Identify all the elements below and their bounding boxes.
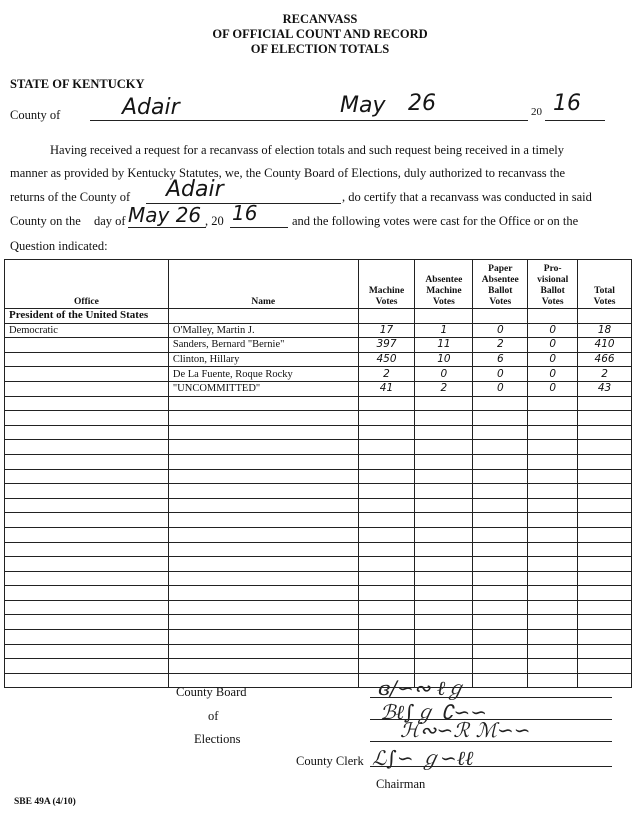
para-line-4c: , 20 (205, 214, 224, 228)
county-handwritten: Adair (122, 95, 180, 120)
vote-absentee: 0 (415, 367, 473, 382)
para-line-3a: returns of the County of (10, 190, 131, 204)
year-handwritten: 16 (553, 91, 581, 116)
vote-absentee: 2 (415, 381, 473, 396)
board-label-1: County Board (176, 685, 247, 699)
vote-total: 466 (578, 352, 632, 367)
signature-2: ℬℓ∫ℊ ∁∽∽ (380, 700, 488, 724)
doc-title-line2: OF OFFICIAL COUNT AND RECORD (212, 27, 428, 41)
vote-provisional: 0 (528, 323, 578, 338)
col-header-total: Total Votes (578, 260, 632, 309)
signature-3: ℋ∾∽ℛ ℳ∽∽ (400, 718, 531, 742)
race-title: President of the United States (5, 309, 169, 324)
state-label: STATE OF KENTUCKY (10, 77, 145, 91)
para-line-5: Question indicated: (10, 239, 108, 253)
table-row (5, 498, 632, 513)
county-clerk-label: County Clerk (296, 754, 364, 768)
table-row (5, 381, 632, 396)
table-row (5, 454, 632, 469)
table-row (5, 323, 632, 338)
table-row (5, 513, 632, 528)
col-header-absentee: Absentee Machine Votes (415, 260, 473, 309)
vote-machine: 41 (358, 381, 415, 396)
doc-title-line1: RECANVASS (282, 12, 358, 26)
vote-machine: 2 (358, 367, 415, 382)
table-row (5, 600, 632, 615)
vote-total: 2 (578, 367, 632, 382)
vote-paper: 0 (473, 381, 528, 396)
vote-machine: 397 (358, 338, 415, 353)
year-prefix: 20 (531, 106, 542, 118)
para-line-4b: day of (94, 214, 126, 228)
col-header-provisional: Pro- visional Ballot Votes (528, 260, 578, 309)
para-line-4d: and the following votes were cast for the Office or on the (292, 214, 579, 228)
table-row (5, 557, 632, 572)
para-date-handwritten: May 26 (128, 203, 202, 227)
table-row (5, 338, 632, 353)
candidate-name: Clinton, Hillary (168, 352, 358, 367)
table-row (5, 367, 632, 382)
vote-total: 410 (578, 338, 632, 353)
vote-paper: 0 (473, 323, 528, 338)
vote-machine: 450 (358, 352, 415, 367)
vote-machine: 17 (358, 323, 415, 338)
table-row (5, 527, 632, 542)
table-row (5, 571, 632, 586)
candidate-name: "UNCOMMITTED" (168, 381, 358, 396)
vote-paper: 0 (473, 367, 528, 382)
candidate-name: O'Malley, Martin J. (168, 323, 358, 338)
table-row (5, 411, 632, 426)
candidate-name: De La Fuente, Roque Rocky (168, 367, 358, 382)
para-line-3b: , do certify that a recanvass was conducted in said (342, 190, 592, 204)
county-label: County of (10, 108, 61, 122)
vote-absentee: 10 (415, 352, 473, 367)
board-label-3: Elections (194, 732, 241, 746)
para-line-4a: County on the (10, 214, 81, 228)
vote-paper: 2 (473, 338, 528, 353)
para-line-1: Having received a request for a recanvass of election totals and such request being received in a timely (50, 143, 565, 157)
form-id: SBE 49A (4/10) (14, 797, 76, 807)
table-row (5, 659, 632, 674)
table-row (5, 630, 632, 645)
para-line-2: manner as provided by Kentucky Statutes, we, the County Board of Elections, duly authorized to recanvass the (10, 166, 566, 180)
table-row (5, 425, 632, 440)
party-label: Democratic (5, 323, 169, 338)
date-month-handwritten: May (340, 93, 386, 118)
vote-provisional: 0 (528, 381, 578, 396)
vote-total: 18 (578, 323, 632, 338)
table-row (5, 615, 632, 630)
col-header-machine: Machine Votes (358, 260, 415, 309)
date-day-handwritten: 26 (408, 91, 436, 116)
vote-absentee: 1 (415, 323, 473, 338)
table-row (5, 484, 632, 499)
table-row (5, 542, 632, 557)
table-row (5, 644, 632, 659)
para-county-handwritten: Adair (166, 177, 224, 202)
vote-absentee: 11 (415, 338, 473, 353)
para-year-handwritten: 16 (232, 201, 258, 225)
votes-table (4, 259, 632, 688)
col-header-office: Office (5, 260, 169, 309)
signature-4: ℒ∫∽ ℊ∽ℓℓ (372, 746, 474, 770)
table-row (5, 396, 632, 411)
col-header-name: Name (168, 260, 358, 309)
vote-provisional: 0 (528, 352, 578, 367)
board-label-2: of (208, 709, 219, 723)
table-row (5, 440, 632, 455)
vote-total: 43 (578, 381, 632, 396)
table-row (5, 673, 632, 688)
table-row (5, 469, 632, 484)
table-row (5, 586, 632, 601)
signature-1: ɞ∕∽∾ ℓℊ (378, 676, 466, 700)
col-header-paper: Paper Absentee Ballot Votes (473, 260, 528, 309)
doc-title-line3: OF ELECTION TOTALS (250, 42, 390, 56)
table-row (5, 309, 632, 324)
candidate-name: Sanders, Bernard "Bernie" (168, 338, 358, 353)
table-row (5, 352, 632, 367)
vote-provisional: 0 (528, 367, 578, 382)
vote-provisional: 0 (528, 338, 578, 353)
chairman-label: Chairman (376, 777, 426, 791)
vote-paper: 6 (473, 352, 528, 367)
